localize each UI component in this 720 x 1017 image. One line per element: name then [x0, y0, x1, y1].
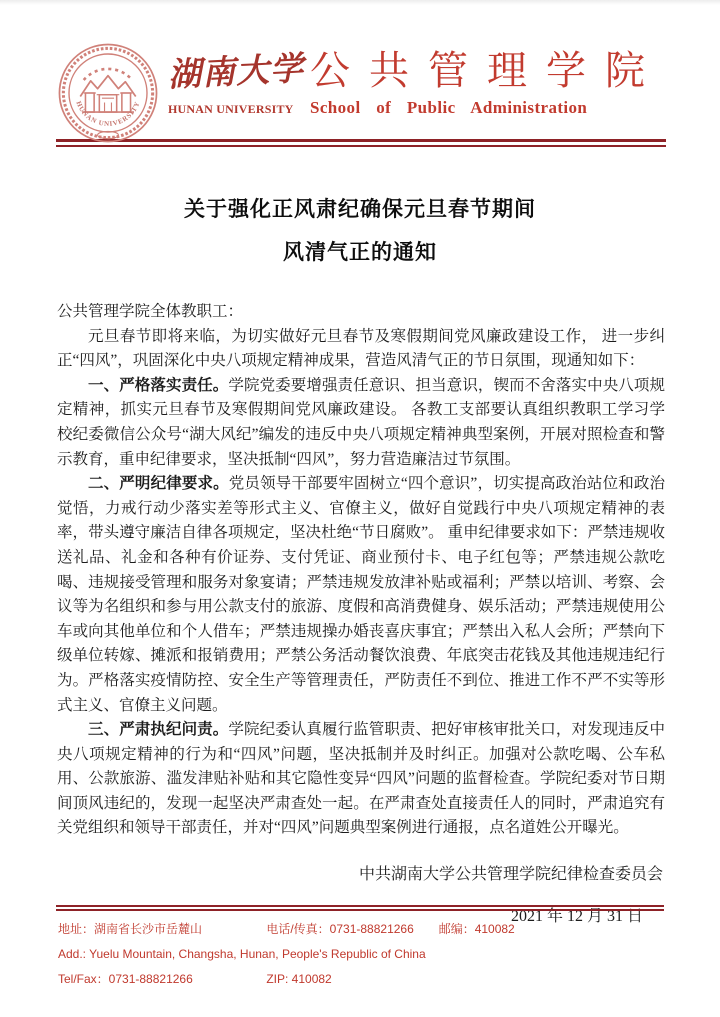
- university-brand-block: [167, 51, 305, 117]
- notice-title-line1: 关于强化正风肃纪确保元旦春节期间: [184, 198, 536, 221]
- section-3-text: 学院纪委认真履行监管职责、把好审核审批关口，对发现违反中央八项规定精神的行为和“四风”问题，坚决抵制并及时纠正。加强对公款吃喝、公车私用、公款旅游、滥发津贴补贴和其它隐性变异“四风”问题的监督检查。学院纪委对节日期间顶风违纪的，发现一起坚决严肃查处一起。在严肃查处直接责任人的同时，严肃追究有关党组织和领导干部责任，并对“四风”问题典型案例进行通报，点名道姓公开曝光。: [57, 721, 665, 837]
- footer-address-cn: 地址：湖南省长沙市岳麓山: [58, 922, 203, 936]
- footer-line-cn: [0, 922, 720, 936]
- section-2-text: 党员领导干部要牢固树立“四个意识”，切实提高政治站位和政治觉悟，力戒行动少落实差等形式主义、官僚主义，做好自觉践行中央八项规定精神的表率，带头遵守廉洁自律各项规定，坚决杜绝“节日腐败”。 重申纪律要求如下：严禁违规收送礼品、礼金和各种有价证券、支付凭证、商业预付卡、电子红包等；严禁违规公款吃喝、违规接受管理和服务对象宴请；严禁违规发放津补贴或福利；严禁以培训、考察、会议等为名组织和参与用公款支付的旅游、度假和高消费健身、娱乐活动；严禁违规使用公车或向其他单位和个人借车；严禁违规操办婚丧喜庆事宜；严禁出入私人会所；严禁向下级单位转嫁、摊派和报销费用；严禁公务活动餐饮浪费、年底突击花钱及其他违规违纪行为。严格落实疫情防控、安全生产等管理责任，严防责任不到位、推进工作不严不实等形式主义、官僚主义问题。: [57, 475, 665, 714]
- footer-line-en2: [0, 972, 720, 986]
- salutation: 公共管理学院全体教职工：: [57, 303, 244, 320]
- footer-divider: [56, 905, 664, 911]
- footer-telfax-cn: 电话/传真：0731-88821266: [266, 922, 414, 936]
- notice-title-line2: 风清气正的通知: [283, 241, 437, 264]
- school-brand-block: [310, 49, 674, 118]
- signature-committee: 中共湖南大学公共管理学院纪律检查委员会: [358, 866, 663, 884]
- section-3-lead: 三、严肃执纪问责。: [88, 721, 229, 739]
- section-2-lead: 二、严明纪律要求。: [88, 475, 229, 493]
- footer-telfax-en: Tel/Fax：0731-88821266: [58, 972, 193, 986]
- notice-title: [0, 188, 720, 274]
- intro-paragraph: 元旦春节即将来临，为切实做好元旦春节及寒假期间党风廉政建设工作， 进一步纠正“四风”，巩固深化中央八项规定精神成果，营造风清气正的节日氛围，现通知如下：: [57, 327, 665, 370]
- signature-date: 2021 年 12 月 31 日: [510, 907, 643, 925]
- hunan-university-seal-icon: [56, 41, 160, 145]
- section-2-paragraph: [57, 472, 665, 718]
- section-1-text: 学院党委要增强责任意识、担当意识，锲而不舍落实中央八项规定精神，抓实元旦春节及寒假期间党风廉政建设。 各教工支部要认真组织教职工学习学校纪委微信公众号“湖大风纪”编发的违反中央八项规定精神典型案例，开展对照检查和警示教育，重申纪律要求，坚决抵制“四风”，努力营造廉洁过节氛围。: [57, 376, 665, 468]
- letterhead: [0, 5, 720, 139]
- letterhead-footer: [0, 905, 720, 986]
- university-name-en: HUNAN UNIVERSITY: [168, 102, 294, 116]
- section-1-lead: 一、严格落实责任。: [88, 376, 229, 394]
- section-3-paragraph: [57, 718, 665, 841]
- footer-address-en: Add.: Yuelu Mountain, Changsha, Hunan, People's Republic of China: [58, 947, 426, 961]
- footer-zip-en: ZIP: 410082: [266, 972, 332, 986]
- university-name-calligraphy: 湖南大学: [167, 51, 305, 95]
- section-1-paragraph: [57, 374, 665, 472]
- seal-graphic: [56, 41, 160, 145]
- notice-body: [0, 274, 720, 929]
- seal-arc-text: HUNAN UNIVERSITY: [74, 100, 142, 129]
- school-name-cn: 公共管理学院: [310, 49, 664, 93]
- school-name-en: School of Public Administration: [310, 98, 588, 117]
- footer-zip-cn: 邮编：410082: [438, 922, 515, 936]
